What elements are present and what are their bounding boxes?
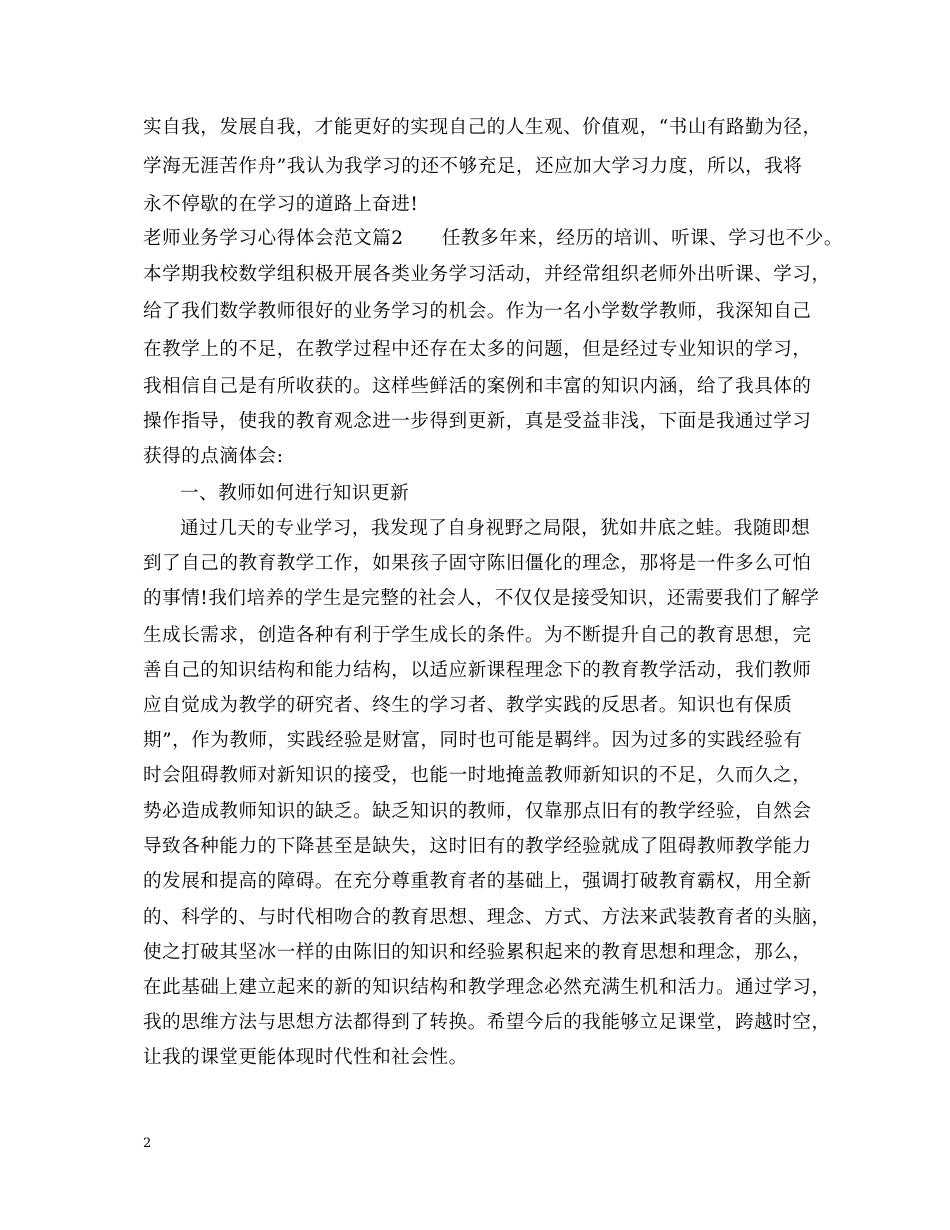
text-line: 时会阻碍教师对新知识的接受，也能一时地掩盖教师新知识的不足，久而久之， <box>143 765 812 786</box>
text-line: 在此基础上建立起来的新的知识结构和教学理念必然充满生机和活力。通过学习， <box>143 977 831 998</box>
text-line: 实自我，发展自我，才能更好的实现自己的人生观、价值观，“书山有路勤为径， <box>143 117 822 138</box>
text-line: 期”，作为教师，实践经验是财富，同时也可能是羁绊。因为过多的实践经验有 <box>143 730 803 751</box>
text-line: 获得的点滴体会: <box>143 446 284 467</box>
text-line: 给了我们数学教师很好的业务学习的机会。作为一名小学数学教师，我深知自己 <box>143 301 812 322</box>
text-line: 我的思维方法与思想方法都得到了转换。希望今后的我能够立足课堂，跨越时空， <box>143 1012 831 1033</box>
text-line: 让我的课堂更能体现时代性和社会性。 <box>143 1047 468 1068</box>
text-line: 通过几天的专业学习，我发现了自身视野之局限，犹如井底之蛙。我随即想 <box>180 518 811 539</box>
text-line: 在教学上的不足，在教学过程中还存在太多的问题，但是经过专业知识的学习， <box>143 339 812 360</box>
section-title-line: 老师业务学习心得体会范文篇2 任教多年来，经历的培训、听课、学习也不少。 <box>143 228 843 249</box>
text-line: 到了自己的教育教学工作，如果孩子固守陈旧僵化的理念，那将是一件多么可怕 <box>143 553 812 574</box>
text-line: 导致各种能力的下降甚至是缺失，这时旧有的教学经验就成了阻碍教师教学能力 <box>143 836 812 857</box>
text-line: 操作指导，使我的教育观念进一步得到更新，真是受益非浅，下面是我通过学习 <box>143 411 812 432</box>
text-line: 的发展和提高的障碍。在充分尊重教育者的基础上，强调打破教育霸权，用全新 <box>143 871 812 892</box>
text-line: 本学期我校数学组积极开展各类业务学习活动，并经常组织老师外出听课、学习， <box>143 264 831 285</box>
text-line: 的事情!我们培养的学生是完整的社会人，不仅仅是接受知识，还需要我们了解学 <box>143 588 820 609</box>
text-line: 善自己的知识结构和能力结构，以适应新课程理念下的教育教学活动，我们教师 <box>143 660 812 681</box>
text-line: 生成长需求，创造各种有利于学生成长的条件。为不断提升自己的教育思想，完 <box>143 625 812 646</box>
page-number: 2 <box>143 1136 152 1151</box>
text-line: 使之打破其坚冰一样的由陈旧的知识和经验累积起来的教育思想和理念，那么， <box>143 942 812 963</box>
text-line: 我相信自己是有所收获的。这样些鲜活的案例和丰富的知识内涵，给了我具体的 <box>143 376 812 397</box>
text-line: 的、科学的、与时代相吻合的教育思想、理念、方式、方法来武装教育者的头脑， <box>143 907 831 928</box>
text-line: 永不停歇的在学习的道路上奋进! <box>143 194 419 215</box>
text-line: 学海无涯苦作舟”我认为我学习的还不够充足，还应加大学习力度，所以，我将 <box>143 156 803 177</box>
subheading: 一、教师如何进行知识更新 <box>180 483 410 504</box>
text-line: 势必造成教师知识的缺乏。缺乏知识的教师，仅靠那点旧有的教学经验，自然会 <box>143 801 812 822</box>
text-line: 应自觉成为教学的研究者、终生的学习者、教学实践的反思者。知识也有保质 <box>143 695 793 716</box>
